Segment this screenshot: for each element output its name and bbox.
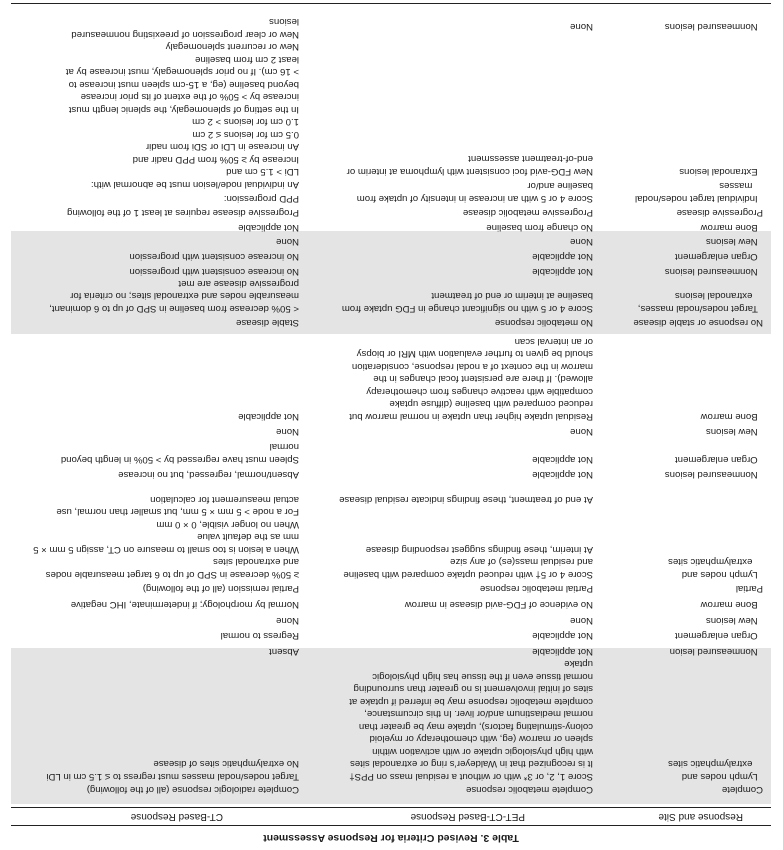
- cell-pet: No metabolic response: [494, 317, 593, 328]
- cell-ct: Complete radiologic response (all of the following): [86, 784, 299, 795]
- cell-ct: No increase consistent with progression: [129, 266, 299, 277]
- cell-ct: PPD progression:: [223, 193, 299, 204]
- cell-pet: Complete metabolic response: [466, 784, 593, 795]
- cell-ct: Normal by morphology; if indeterminate, IHC negative: [70, 599, 299, 610]
- header-response-and-site: Response and Site: [658, 811, 743, 822]
- cell-pet: Score 1, 2, or 3* with or without a residual mass on PPS† It is recognized that in Waldeyer’s ring or extranodal sites with high physiologic uptake or with activation within spleen or marrow (eg, with chemotherapy or myeloid colony-stimulating factors), uptake may be greater than normal mediastinum and/or liver. In this circumstance, complete metabolic response may be inferred if uptake at sites of initial involvement is no greater than surrounding normal tissue even if the tissue has high physiologic uptake: [349, 658, 593, 782]
- cell-ct: Spleen must have regressed by > 50% in length beyond normal: [60, 441, 299, 465]
- cell-pet: No evidence of FDG-avid disease in marrow: [404, 599, 593, 610]
- cell-site: Individual target nodes/nodal masses: [634, 180, 758, 204]
- cell-site: No response or stable disease: [633, 317, 763, 328]
- cell-ct: Not applicable: [238, 411, 299, 422]
- cell-site: Nonmeasured lesions: [664, 266, 763, 277]
- rule-top: [11, 825, 771, 826]
- cell-ct: Not applicable: [238, 222, 299, 233]
- cell-ct: Regress to normal: [220, 630, 299, 641]
- cell-site: Nonmeasured lesions: [664, 469, 763, 480]
- cell-ct: No increase consistent with progression: [129, 251, 299, 262]
- cell-pet: Not applicable: [532, 266, 593, 277]
- cell-site: Organ enlargement: [675, 251, 763, 262]
- cell-pet: None: [570, 615, 593, 626]
- cell-site: Organ enlargement: [675, 454, 763, 465]
- cell-pet: Not applicable: [532, 630, 593, 641]
- cell-ct: Progressive disease requires at least 1 of the following: [67, 207, 299, 218]
- cell-ct: ≥ 50% decrease in SPD of up to 6 target measurable nodes and extranodal sites When a lesion is too small to measure on CT, assign 5 mm × 5 mm as the default value When no longer visible, 0 × 0 mm For a node > 5 mm × 5 mm, but smaller than normal, use actual measurement for calculation: [33, 494, 299, 580]
- cell-ct: None: [276, 236, 299, 247]
- cell-site: Extranodal lesions: [679, 166, 763, 177]
- cell-site: Partial: [735, 583, 763, 594]
- cell-site: Bone marrow: [700, 599, 763, 610]
- rule-bottom: [11, 3, 771, 4]
- cell-pet: New FDG-avid foci consistent with lymphoma at interim or end-of-treatment assessment: [346, 153, 593, 177]
- cell-site: Progressive disease: [676, 207, 763, 218]
- cell-pet: None: [570, 426, 593, 437]
- cell-pet: None: [570, 236, 593, 247]
- cell-site: Bone marrow: [700, 222, 763, 233]
- cell-ct: None: [276, 615, 299, 626]
- cell-site: Nonmeasured lesion: [669, 646, 763, 657]
- cell-site: Target nodes/nodal masses, extranodal lesions: [637, 290, 758, 314]
- table-title: Table 3. Revised Criteria for Response Assessment: [263, 832, 519, 844]
- cell-pet: No change from baseline: [486, 222, 593, 233]
- cell-pet: Not applicable: [532, 469, 593, 480]
- cell-pet: Partial metabolic response: [479, 583, 593, 594]
- cell-site: Nonmeasured lesions: [664, 21, 763, 32]
- cell-site: New lesions: [705, 615, 763, 626]
- cell-site: Organ enlargement: [675, 630, 763, 641]
- cell-ct: An individual node/lesion must be abnormal with: LDi > 1.5 cm and Increase by ≥ 50% from PPD nadir and An increase in LDi or SDi from nadir 0.5 cm for lesions ≤ 2 cm 1.0 cm for lesions > 2 cm In the setting of splenomegaly, the splenic length must increase by > 50% of the extent of its prior increase beyond baseline (eg, a 15-cm spleen must increase to > 16 cm). If no prior splenomegaly, must increase by at least 2 cm from baseline New or recurrent splenomegaly: [65, 41, 299, 190]
- cell-site: Bone marrow: [700, 411, 763, 422]
- header-pet-ct: PET-CT-Based Response: [410, 811, 525, 822]
- cell-pet: Not applicable: [532, 454, 593, 465]
- rule-header: [11, 807, 771, 808]
- cell-ct: Absent/normal, regressed, but no increase: [118, 469, 299, 480]
- cell-ct: None: [276, 426, 299, 437]
- cell-pet: Progressive metabolic disease: [462, 207, 593, 218]
- cell-site: New lesions: [705, 426, 763, 437]
- cell-site: Lymph nodes and extralymphatic sites: [668, 556, 758, 580]
- cell-pet: Not applicable: [532, 251, 593, 262]
- cell-site: Complete: [721, 784, 763, 795]
- header-ct: CT-Based Response: [130, 811, 223, 822]
- cell-site: Lymph nodes and extralymphatic sites: [668, 758, 758, 782]
- cell-site: New lesions: [705, 236, 763, 247]
- cell-ct: Partial remission (all of the following): [142, 583, 299, 594]
- cell-pet: None: [570, 21, 593, 32]
- cell-ct: Target nodes/nodal masses must regress to ≤ 1.5 cm in LDi No extralymphatic sites of disease: [46, 758, 299, 782]
- cell-pet: Score 4 or 5† with reduced uptake compared with baseline and residual mass(es) of any size At interim, these findings suggest responding disease At end of treatment, these findings indicate residual disease: [339, 494, 593, 580]
- cell-pet: Score 4 or 5 with no significant change in FDG uptake from baseline at interim or end of treatment: [341, 290, 593, 314]
- cell-ct: Absent: [269, 646, 299, 657]
- cell-ct: New or clear progression of preexisting nonmeasured lesions: [71, 16, 299, 40]
- cell-pet: Not applicable: [532, 646, 593, 657]
- cell-pet: Score 4 or 5 with an increase in intensity of uptake from baseline and/or: [356, 180, 593, 204]
- cell-ct: < 50% decrease from baseline in SPD of up to 6 dominant, measurable nodes and extranodal sites; no criteria for progressive disease are met: [49, 278, 299, 314]
- cell-pet: Residual uptake higher than uptake in normal marrow but reduced compared with baseline (diffuse uptake compatible with reactive changes from chemotherapy allowed). If there are persistent focal changes in the marrow in the context of a nodal response, consideration should be given to further evaluation with MRI or biopsy or an interval scan: [349, 336, 593, 422]
- cell-ct: Stable disease: [236, 317, 299, 328]
